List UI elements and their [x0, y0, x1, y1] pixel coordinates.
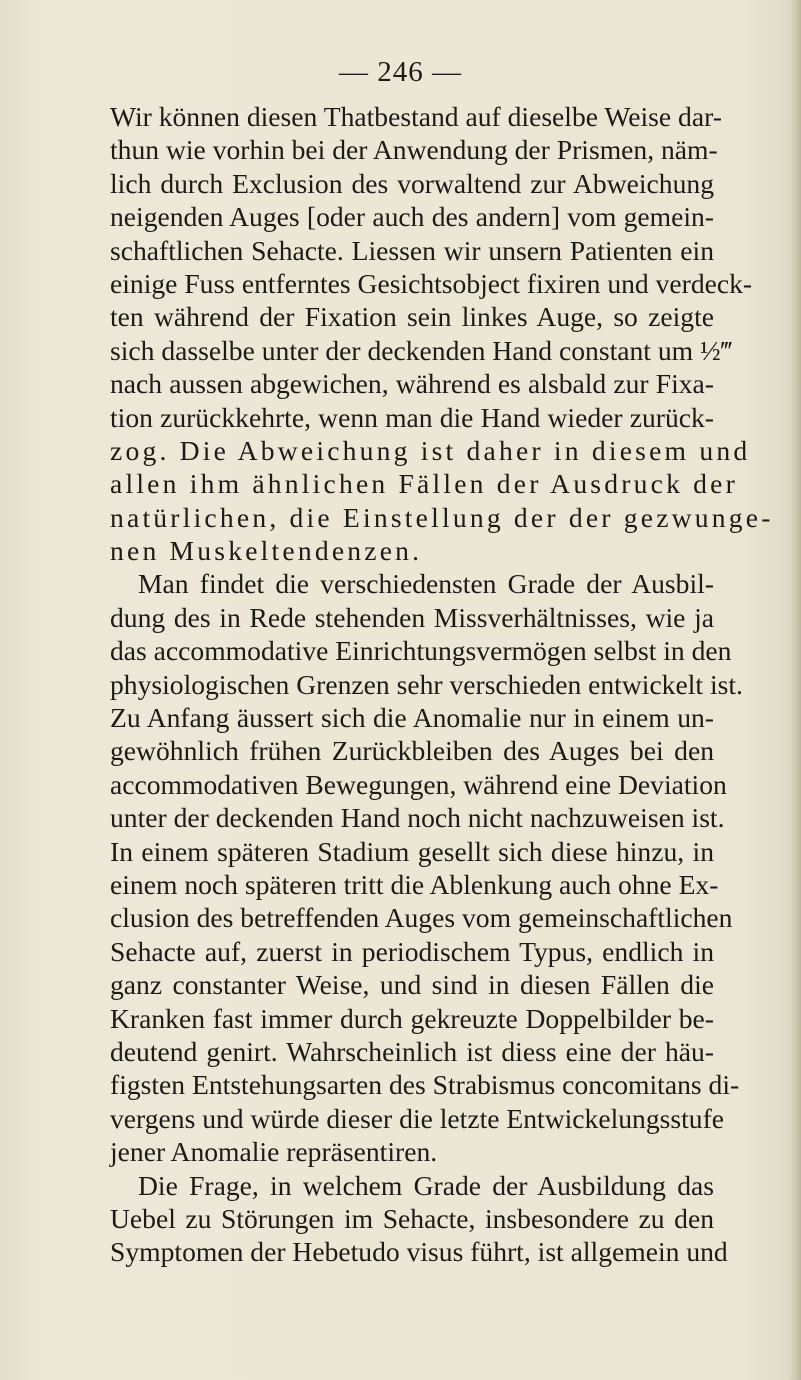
text-line: jener Anomalie repräsentiren. [110, 1136, 438, 1168]
body-text [110, 100, 774, 1269]
text-line: gewöhnlich frühen Zurückbleiben des Auges bei den [110, 735, 714, 767]
text-line: Uebel zu Störungen im Sehacte, insbesondere zu den [110, 1202, 714, 1234]
text-line: Zu Anfang äussert sich die Anomalie nur in einem un- [110, 702, 714, 734]
text-line: schaftlichen Sehacte. Liessen wir unsern Patienten ein [110, 234, 714, 266]
text-line: vergens und würde dieser die letzte Entwickelungsstufe [110, 1102, 725, 1134]
text-line: dung des in Rede stehenden Missverhältnisses, wie ja [110, 601, 714, 633]
page-number: — 246 — [339, 56, 462, 88]
text-line: unter der deckenden Hand noch nicht nachzuweisen ist. [110, 802, 725, 834]
text-line: figsten Entstehungsarten des Strabismus concomitans di- [110, 1069, 740, 1101]
text-line-emphasis: nen Muskeltendenzen. [110, 535, 423, 567]
text-line: accommodativen Bewegungen, während eine Deviation [110, 768, 727, 800]
text-line: nach aussen abgewichen, während es alsbald zur Fixa- [110, 368, 714, 400]
text-line-emphasis: allen ihm ähnlichen Fällen der Ausdruck der [110, 468, 739, 500]
text-line: lich durch Exclusion des vorwaltend zur Abweichung [110, 167, 714, 199]
text-line: Kranken fast immer durch gekreuzte Doppelbilder be- [110, 1002, 714, 1034]
page-edge-shadow [787, 0, 801, 1380]
text-line: das accommodative Einrichtungsvermögen selbst in den [110, 635, 732, 667]
text-line: Wir können diesen Thatbestand auf dieselbe Weise dar- [110, 101, 722, 132]
text-line-emphasis: zog. Die Abweichung ist daher in diesem und [110, 434, 751, 466]
text-line: Symptomen der Hebetudo visus führt, ist allgemein und [110, 1236, 728, 1268]
text-line: thun wie vorhin bei der Anwendung der Prismen, näm- [110, 134, 718, 166]
text-line: In einem späteren Stadium gesellt sich diese hinzu, in [110, 835, 714, 867]
text-line: Die Frage, in welchem Grade der Ausbildung das [138, 1169, 714, 1201]
text-line: neigenden Auges [oder auch des andern] vom gemein- [110, 201, 714, 233]
text-line: Man findet die verschiedensten Grade der Ausbil- [138, 568, 714, 600]
text-line: physiologischen Grenzen sehr verschieden entwickelt ist. [110, 668, 743, 700]
text-line: clusion des betreffenden Auges vom gemeinschaftlichen [110, 902, 733, 934]
text-line: ten während der Fixation sein linkes Auge, so zeigte [110, 301, 714, 333]
text-line: sich dasselbe unter der deckenden Hand constant um ½‴ [110, 334, 733, 366]
text-line-emphasis: natürlichen, die Einstellung der der gezwunge- [110, 501, 774, 533]
text-line: deutend genirt. Wahrscheinlich ist diess eine der häu- [110, 1035, 714, 1067]
text-line: ganz constanter Weise, und sind in diesen Fällen die [110, 969, 714, 1001]
text-line: Sehacte auf, zuerst in periodischem Typus, endlich in [110, 935, 714, 967]
text-line: einige Fuss entferntes Gesichtsobject fixiren und verdeck- [110, 267, 753, 299]
text-line: einem noch späteren tritt die Ablenkung auch ohne Ex- [110, 868, 719, 900]
text-line: tion zurückkehrte, wenn man die Hand wieder zurück- [110, 401, 714, 433]
